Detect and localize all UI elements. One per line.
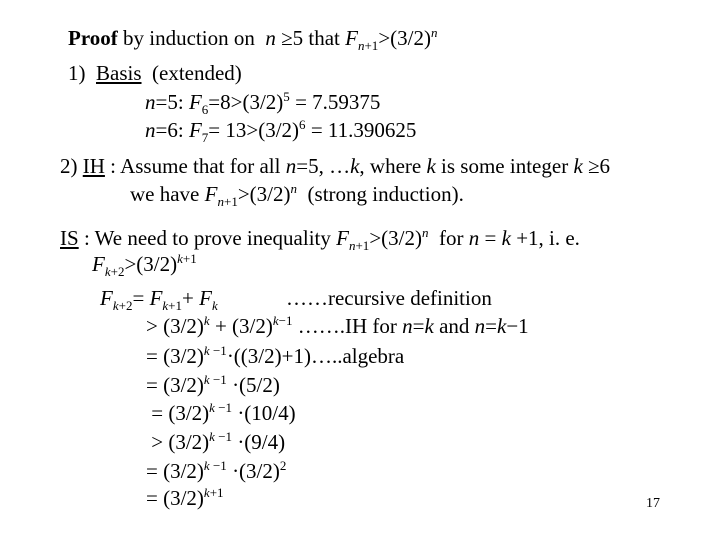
- math-text-segment: 7: [201, 130, 209, 146]
- math-text-segment: …….IH for: [292, 314, 403, 338]
- math-text-segment: F: [92, 252, 105, 276]
- math-text-segment: Basis: [96, 61, 142, 85]
- math-text-segment: k: [203, 313, 210, 328]
- math-text-segment: k: [209, 400, 215, 415]
- math-text-segment: =: [132, 286, 150, 310]
- basis-case-n6: [145, 117, 417, 146]
- math-text-segment: =5:: [155, 90, 189, 114]
- math-text-segment: F: [204, 182, 218, 206]
- math-text-segment: n: [468, 226, 480, 250]
- page-number: 17: [646, 496, 660, 511]
- math-text-segment: and: [433, 314, 475, 338]
- math-text-segment: n: [217, 194, 224, 210]
- math-text-segment: +1: [223, 194, 238, 210]
- math-text-segment: −1: [209, 372, 227, 387]
- math-text-segment: =8>(3/2): [208, 90, 284, 114]
- math-text-segment: = (3/2): [146, 344, 204, 368]
- proof-step-ih: [146, 313, 529, 338]
- math-text-segment: +1: [182, 251, 197, 266]
- math-text-segment: 2): [60, 154, 83, 178]
- math-text-segment: (extended): [141, 61, 242, 85]
- math-text-segment: > (3/2): [146, 430, 210, 454]
- math-text-segment: k: [203, 485, 210, 500]
- math-text-segment: +2: [118, 298, 133, 314]
- math-text-segment: = 11.390625: [305, 118, 417, 142]
- math-text-segment: ≥5 that: [275, 26, 346, 50]
- math-text-segment: + (3/2): [209, 314, 273, 338]
- proof-step-recursive-definition: [100, 286, 492, 314]
- math-text-segment: n: [285, 154, 297, 178]
- math-text-segment: >(3/2): [124, 252, 178, 276]
- math-text-segment: >(3/2): [378, 26, 431, 50]
- math-text-segment: = (3/2): [146, 373, 204, 397]
- math-text-segment: n: [357, 38, 365, 54]
- math-text-segment: F: [188, 90, 202, 114]
- math-text-segment: k: [203, 372, 210, 387]
- math-text-segment: k: [211, 298, 218, 314]
- math-text-segment: for: [428, 226, 469, 250]
- math-text-segment: −1: [209, 458, 227, 473]
- math-text-segment: > (3/2): [146, 314, 204, 338]
- math-text-segment: n: [402, 314, 413, 338]
- math-text-segment: +1: [364, 38, 379, 54]
- math-text-segment: IH: [82, 154, 105, 178]
- math-text-segment: >(3/2): [369, 226, 422, 250]
- basis-case-n5: [145, 89, 381, 118]
- math-text-segment: ·((3/2)+1)…..algebra: [226, 344, 405, 368]
- math-text-segment: k: [497, 314, 507, 338]
- math-text-segment: n: [145, 90, 156, 114]
- math-text-segment: F: [336, 226, 349, 250]
- math-text-segment: +2: [110, 264, 125, 280]
- math-text-segment: −1: [278, 313, 293, 328]
- math-text-segment: is some integer: [435, 154, 574, 178]
- math-text-segment: =5, …: [296, 154, 351, 178]
- math-text-segment: +1: [209, 485, 224, 500]
- math-text-segment: k: [203, 458, 210, 473]
- math-text-segment: ·(5/2): [226, 373, 280, 397]
- math-text-segment: k: [209, 429, 215, 444]
- math-text-segment: ……recursive definition: [217, 286, 492, 310]
- math-text-segment: −1: [209, 343, 227, 358]
- math-text-segment: k: [112, 298, 119, 314]
- ih-statement-continued: [130, 181, 464, 210]
- math-text-segment: k: [426, 154, 436, 178]
- basis-heading: [68, 63, 242, 84]
- math-text-segment: n: [290, 181, 298, 196]
- math-text-segment: n: [474, 314, 486, 338]
- math-text-segment: by induction on: [117, 26, 266, 50]
- proof-conclusion: [146, 485, 224, 510]
- math-text-segment: we have: [130, 182, 205, 206]
- math-text-segment: = 7.59375: [289, 90, 381, 114]
- proof-step-algebra: [146, 343, 405, 368]
- math-text-segment: 1): [68, 61, 96, 85]
- math-text-segment: , where: [359, 154, 427, 178]
- math-text-segment: +1: [355, 238, 370, 254]
- math-text-segment: 6: [299, 117, 306, 132]
- math-text-segment: F: [199, 286, 212, 310]
- math-text-segment: Proof: [68, 26, 118, 50]
- math-text-segment: n: [145, 118, 156, 142]
- math-text-segment: n: [265, 26, 276, 50]
- math-text-segment: −1: [214, 400, 233, 415]
- math-text-segment: IS: [60, 226, 79, 250]
- math-text-segment: F: [345, 26, 358, 50]
- math-text-segment: : We need to prove inequality: [78, 226, 337, 250]
- math-text-segment: k: [350, 154, 360, 178]
- math-text-segment: =: [479, 226, 502, 250]
- math-text-segment: ·(3/2): [226, 459, 280, 483]
- math-text-segment: k: [272, 313, 279, 328]
- is-goal: [92, 251, 197, 280]
- math-text-segment: =6:: [155, 118, 189, 142]
- math-text-segment: n: [348, 238, 356, 254]
- math-text-segment: 6: [201, 102, 209, 118]
- math-text-segment: 5: [283, 89, 290, 104]
- math-text-segment: ·(9/4): [232, 430, 286, 454]
- math-text-segment: = (3/2): [146, 459, 204, 483]
- math-text-segment: n: [430, 25, 438, 40]
- math-text-segment: k: [177, 251, 183, 266]
- math-text-segment: =: [485, 314, 498, 338]
- proof-step-10-over-4: [146, 400, 296, 425]
- math-text-segment: F: [100, 286, 113, 310]
- math-text-segment: F: [188, 118, 202, 142]
- math-text-segment: ≥6: [582, 154, 611, 178]
- proof-step-5-over-2: [146, 372, 280, 397]
- math-text-segment: = 13>(3/2): [208, 118, 300, 142]
- math-text-segment: F: [149, 286, 163, 310]
- math-text-segment: >(3/2): [237, 182, 291, 206]
- math-text-segment: k: [573, 154, 583, 178]
- math-text-segment: +: [182, 286, 200, 310]
- math-text-segment: k: [104, 264, 111, 280]
- is-statement: [60, 225, 580, 254]
- math-text-segment: ·(10/4): [232, 401, 296, 425]
- math-text-segment: k: [501, 226, 511, 250]
- math-text-segment: =: [412, 314, 425, 338]
- proof-statement: [68, 25, 438, 54]
- math-text-segment: +1: [168, 298, 183, 314]
- proof-step-squared: [146, 458, 287, 483]
- math-text-segment: −1: [214, 429, 233, 444]
- math-text-segment: = (3/2): [146, 401, 210, 425]
- math-text-segment: k: [424, 314, 434, 338]
- ih-statement: [60, 156, 610, 177]
- math-text-segment: = (3/2): [146, 486, 204, 510]
- math-text-segment: k: [162, 298, 169, 314]
- math-text-segment: +1, i. e.: [510, 226, 580, 250]
- math-text-segment: (strong induction).: [297, 182, 464, 206]
- math-text-segment: k: [203, 343, 210, 358]
- math-text-segment: : Assume that for all: [104, 154, 286, 178]
- proof-step-9-over-4: [146, 429, 286, 454]
- math-text-segment: 2: [279, 458, 287, 473]
- math-text-segment: n: [422, 225, 429, 240]
- math-text-segment: −1: [506, 314, 529, 338]
